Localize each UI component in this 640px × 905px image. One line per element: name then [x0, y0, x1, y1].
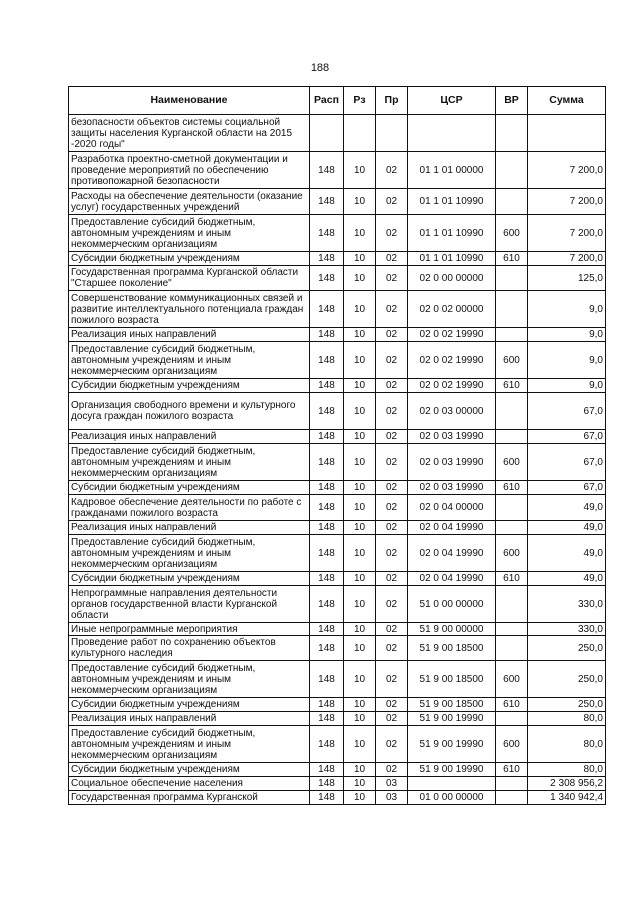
row-pr-cell: 02: [376, 521, 408, 535]
row-sum-cell: 9,0: [528, 379, 606, 393]
row-rasp-cell: 148: [310, 291, 344, 328]
row-csr-cell: 02 0 02 00000: [408, 291, 496, 328]
row-pr-cell: 02: [376, 152, 408, 189]
row-vr-cell: [496, 521, 528, 535]
row-name-cell: Реализация иных направлений: [69, 521, 310, 535]
row-pr-cell: 03: [376, 777, 408, 791]
column-header-sum: Сумма: [528, 87, 606, 115]
table-row: [69, 763, 606, 777]
row-rz-cell: 10: [344, 712, 376, 726]
row-rasp-cell: 148: [310, 636, 344, 661]
row-rz-cell: [344, 115, 376, 152]
row-vr-cell: 600: [496, 215, 528, 252]
row-name-cell: Реализация иных направлений: [69, 712, 310, 726]
row-rasp-cell: 148: [310, 393, 344, 430]
row-rasp-cell: 148: [310, 623, 344, 636]
row-sum-cell: 250,0: [528, 661, 606, 698]
row-name-cell: Совершенствование коммуникационных связей и развитие интеллектуального потенциала граждан пожилого возраста: [69, 291, 310, 328]
row-sum-cell: 125,0: [528, 266, 606, 291]
row-name-cell: Социальное обеспечение населения: [69, 777, 310, 791]
row-rz-cell: 10: [344, 291, 376, 328]
column-header-rz: Рз: [344, 87, 376, 115]
row-csr-cell: 02 0 02 19990: [408, 328, 496, 342]
row-rasp-cell: 148: [310, 215, 344, 252]
table-row: [69, 791, 606, 805]
table-row: [69, 266, 606, 291]
row-rz-cell: 10: [344, 623, 376, 636]
table-row: [69, 379, 606, 393]
row-vr-cell: [496, 495, 528, 521]
row-name-cell: Предоставление субсидий бюджетным, автономным учреждениям и иным некоммерческим организациям: [69, 444, 310, 481]
row-csr-cell: 51 9 00 19990: [408, 726, 496, 763]
table-row: [69, 777, 606, 791]
row-pr-cell: 02: [376, 379, 408, 393]
row-name-cell: Непрограммные направления деятельности органов государственной власти Курганской области: [69, 586, 310, 623]
row-sum-cell: 80,0: [528, 726, 606, 763]
row-pr-cell: 02: [376, 252, 408, 266]
column-header-vr: ВР: [496, 87, 528, 115]
table-row: [69, 342, 606, 379]
row-csr-cell: 02 0 03 19990: [408, 444, 496, 481]
row-csr-cell: 51 0 00 00000: [408, 586, 496, 623]
row-csr-cell: 51 9 00 18500: [408, 636, 496, 661]
row-csr-cell: 01 0 00 00000: [408, 791, 496, 805]
row-sum-cell: 67,0: [528, 444, 606, 481]
row-name-cell: Разработка проектно-сметной документации и проведение мероприятий по обеспечению противопожарной безопасности: [69, 152, 310, 189]
row-rasp-cell: 148: [310, 535, 344, 572]
row-vr-cell: 610: [496, 698, 528, 712]
row-sum-cell: 49,0: [528, 535, 606, 572]
row-pr-cell: 02: [376, 393, 408, 430]
row-rz-cell: 10: [344, 328, 376, 342]
row-pr-cell: 02: [376, 430, 408, 444]
table-row: [69, 495, 606, 521]
row-vr-cell: 600: [496, 535, 528, 572]
row-rasp-cell: 148: [310, 521, 344, 535]
table-row: [69, 572, 606, 586]
row-csr-cell: 02 0 04 19990: [408, 521, 496, 535]
row-rasp-cell: [310, 115, 344, 152]
table-row: [69, 444, 606, 481]
row-rz-cell: 10: [344, 152, 376, 189]
row-rz-cell: 10: [344, 189, 376, 215]
row-name-cell: Предоставление субсидий бюджетным, автономным учреждениям и иным некоммерческим организациям: [69, 342, 310, 379]
row-rasp-cell: 148: [310, 712, 344, 726]
row-pr-cell: 02: [376, 495, 408, 521]
table-row: [69, 481, 606, 495]
row-rz-cell: 10: [344, 661, 376, 698]
row-csr-cell: 01 1 01 10990: [408, 215, 496, 252]
row-csr-cell: 02 0 02 19990: [408, 342, 496, 379]
row-rz-cell: 10: [344, 521, 376, 535]
table-row: [69, 636, 606, 661]
budget-table: [68, 86, 606, 805]
row-csr-cell: [408, 115, 496, 152]
row-sum-cell: 80,0: [528, 712, 606, 726]
row-rz-cell: 10: [344, 379, 376, 393]
row-name-cell: Государственная программа Курганской области "Старшее поколение": [69, 266, 310, 291]
row-name-cell: Проведение работ по сохранению объектов культурного наследия: [69, 636, 310, 661]
row-vr-cell: [496, 266, 528, 291]
row-pr-cell: [376, 115, 408, 152]
row-vr-cell: [496, 328, 528, 342]
row-sum-cell: 330,0: [528, 623, 606, 636]
row-rasp-cell: 148: [310, 495, 344, 521]
row-pr-cell: 02: [376, 726, 408, 763]
table-row: [69, 712, 606, 726]
row-vr-cell: [496, 586, 528, 623]
row-pr-cell: 03: [376, 791, 408, 805]
row-sum-cell: 7 200,0: [528, 215, 606, 252]
table-row: [69, 430, 606, 444]
row-rz-cell: 10: [344, 777, 376, 791]
row-rz-cell: 10: [344, 495, 376, 521]
table-header-row: [69, 87, 606, 115]
row-rz-cell: 10: [344, 342, 376, 379]
row-rz-cell: 10: [344, 535, 376, 572]
row-rz-cell: 10: [344, 393, 376, 430]
row-csr-cell: 02 0 03 19990: [408, 430, 496, 444]
row-csr-cell: 51 9 00 00000: [408, 623, 496, 636]
row-name-cell: Государственная программа Курганской: [69, 791, 310, 805]
row-name-cell: Субсидии бюджетным учреждениям: [69, 572, 310, 586]
row-vr-cell: [496, 791, 528, 805]
row-vr-cell: 600: [496, 726, 528, 763]
row-rz-cell: 10: [344, 430, 376, 444]
row-vr-cell: [496, 393, 528, 430]
row-csr-cell: 02 0 03 00000: [408, 393, 496, 430]
table-row: [69, 586, 606, 623]
row-rz-cell: 10: [344, 481, 376, 495]
row-name-cell: безопасности объектов системы социальной защиты населения Курганской области на 2015 -2020 годы": [69, 115, 310, 152]
row-vr-cell: [496, 291, 528, 328]
row-pr-cell: 02: [376, 189, 408, 215]
row-sum-cell: 49,0: [528, 572, 606, 586]
table-row: [69, 291, 606, 328]
row-rasp-cell: 148: [310, 763, 344, 777]
row-vr-cell: [496, 712, 528, 726]
row-sum-cell: 7 200,0: [528, 189, 606, 215]
row-csr-cell: 02 0 00 00000: [408, 266, 496, 291]
page-number: 188: [310, 62, 330, 74]
row-vr-cell: 600: [496, 661, 528, 698]
row-rasp-cell: 148: [310, 152, 344, 189]
row-sum-cell: 250,0: [528, 636, 606, 661]
row-pr-cell: 02: [376, 661, 408, 698]
row-rasp-cell: 148: [310, 661, 344, 698]
row-pr-cell: 02: [376, 266, 408, 291]
row-pr-cell: 02: [376, 712, 408, 726]
table-row: [69, 189, 606, 215]
table-row: [69, 661, 606, 698]
row-vr-cell: [496, 623, 528, 636]
row-rasp-cell: 148: [310, 444, 344, 481]
row-sum-cell: 9,0: [528, 328, 606, 342]
row-rz-cell: 10: [344, 252, 376, 266]
row-vr-cell: [496, 115, 528, 152]
row-rz-cell: 10: [344, 636, 376, 661]
row-csr-cell: 02 0 04 00000: [408, 495, 496, 521]
row-vr-cell: 610: [496, 763, 528, 777]
row-rasp-cell: 148: [310, 726, 344, 763]
row-sum-cell: 80,0: [528, 763, 606, 777]
table-row: [69, 726, 606, 763]
row-vr-cell: 610: [496, 481, 528, 495]
row-rasp-cell: 148: [310, 481, 344, 495]
table-row: [69, 152, 606, 189]
row-name-cell: Предоставление субсидий бюджетным, автономным учреждениям и иным некоммерческим организациям: [69, 215, 310, 252]
row-vr-cell: 610: [496, 572, 528, 586]
row-csr-cell: 02 0 02 19990: [408, 379, 496, 393]
row-sum-cell: 9,0: [528, 342, 606, 379]
row-rz-cell: 10: [344, 586, 376, 623]
column-header-rasp: Расп: [310, 87, 344, 115]
row-vr-cell: [496, 189, 528, 215]
table-row: [69, 115, 606, 152]
row-name-cell: Реализация иных направлений: [69, 328, 310, 342]
row-sum-cell: 49,0: [528, 495, 606, 521]
row-vr-cell: 600: [496, 444, 528, 481]
row-csr-cell: 51 9 00 19990: [408, 712, 496, 726]
table-row: [69, 698, 606, 712]
row-sum-cell: 67,0: [528, 393, 606, 430]
row-rasp-cell: 148: [310, 572, 344, 586]
row-pr-cell: 02: [376, 342, 408, 379]
column-header-pr: Пр: [376, 87, 408, 115]
table-row: [69, 215, 606, 252]
table-row: [69, 328, 606, 342]
row-name-cell: Иные непрограммные мероприятия: [69, 623, 310, 636]
column-header-name: Наименование: [69, 87, 310, 115]
row-name-cell: Субсидии бюджетным учреждениям: [69, 379, 310, 393]
row-rasp-cell: 148: [310, 379, 344, 393]
row-rasp-cell: 148: [310, 342, 344, 379]
row-rasp-cell: 148: [310, 430, 344, 444]
row-rz-cell: 10: [344, 763, 376, 777]
row-csr-cell: 01 1 01 10990: [408, 189, 496, 215]
row-pr-cell: 02: [376, 572, 408, 586]
row-pr-cell: 02: [376, 763, 408, 777]
row-rz-cell: 10: [344, 726, 376, 763]
row-sum-cell: 7 200,0: [528, 152, 606, 189]
row-sum-cell: 67,0: [528, 430, 606, 444]
row-name-cell: Предоставление субсидий бюджетным, автономным учреждениям и иным некоммерческим организациям: [69, 535, 310, 572]
row-csr-cell: 51 9 00 19990: [408, 763, 496, 777]
row-vr-cell: 600: [496, 342, 528, 379]
row-rz-cell: 10: [344, 266, 376, 291]
row-csr-cell: 02 0 04 19990: [408, 572, 496, 586]
row-rasp-cell: 148: [310, 791, 344, 805]
table-row: [69, 252, 606, 266]
row-rz-cell: 10: [344, 215, 376, 252]
row-csr-cell: [408, 777, 496, 791]
column-header-csr: ЦСР: [408, 87, 496, 115]
row-vr-cell: [496, 636, 528, 661]
row-vr-cell: [496, 777, 528, 791]
row-name-cell: Организация свободного времени и культурного досуга граждан пожилого возраста: [69, 393, 310, 430]
row-csr-cell: 01 1 01 10990: [408, 252, 496, 266]
row-name-cell: Предоставление субсидий бюджетным, автономным учреждениям и иным некоммерческим организациям: [69, 726, 310, 763]
row-rasp-cell: 148: [310, 777, 344, 791]
row-sum-cell: 250,0: [528, 698, 606, 712]
row-csr-cell: 02 0 03 19990: [408, 481, 496, 495]
row-sum-cell: [528, 115, 606, 152]
table-row: [69, 393, 606, 430]
row-rasp-cell: 148: [310, 189, 344, 215]
row-csr-cell: 02 0 04 19990: [408, 535, 496, 572]
row-sum-cell: 49,0: [528, 521, 606, 535]
row-rz-cell: 10: [344, 698, 376, 712]
row-name-cell: Предоставление субсидий бюджетным, автономным учреждениям и иным некоммерческим организациям: [69, 661, 310, 698]
row-name-cell: Субсидии бюджетным учреждениям: [69, 698, 310, 712]
row-sum-cell: 67,0: [528, 481, 606, 495]
row-vr-cell: 610: [496, 252, 528, 266]
table-row: [69, 535, 606, 572]
row-pr-cell: 02: [376, 215, 408, 252]
row-rz-cell: 10: [344, 444, 376, 481]
row-csr-cell: 51 9 00 18500: [408, 698, 496, 712]
row-rz-cell: 10: [344, 791, 376, 805]
row-pr-cell: 02: [376, 328, 408, 342]
row-vr-cell: [496, 430, 528, 444]
row-rasp-cell: 148: [310, 586, 344, 623]
row-pr-cell: 02: [376, 481, 408, 495]
row-sum-cell: 7 200,0: [528, 252, 606, 266]
row-pr-cell: 02: [376, 444, 408, 481]
row-csr-cell: 01 1 01 00000: [408, 152, 496, 189]
row-pr-cell: 02: [376, 535, 408, 572]
row-name-cell: Субсидии бюджетным учреждениям: [69, 763, 310, 777]
row-rasp-cell: 148: [310, 698, 344, 712]
row-sum-cell: 1 340 942,4: [528, 791, 606, 805]
row-pr-cell: 02: [376, 291, 408, 328]
row-vr-cell: [496, 152, 528, 189]
row-rz-cell: 10: [344, 572, 376, 586]
row-name-cell: Субсидии бюджетным учреждениям: [69, 481, 310, 495]
row-sum-cell: 9,0: [528, 291, 606, 328]
row-name-cell: Расходы на обеспечение деятельности (оказание услуг) государственных учреждений: [69, 189, 310, 215]
row-name-cell: Реализация иных направлений: [69, 430, 310, 444]
row-name-cell: Кадровое обеспечение деятельности по работе с гражданами пожилого возраста: [69, 495, 310, 521]
row-rasp-cell: 148: [310, 252, 344, 266]
row-rasp-cell: 148: [310, 328, 344, 342]
row-pr-cell: 02: [376, 623, 408, 636]
row-sum-cell: 330,0: [528, 586, 606, 623]
table-row: [69, 521, 606, 535]
row-pr-cell: 02: [376, 636, 408, 661]
row-sum-cell: 2 308 956,2: [528, 777, 606, 791]
row-name-cell: Субсидии бюджетным учреждениям: [69, 252, 310, 266]
row-csr-cell: 51 9 00 18500: [408, 661, 496, 698]
row-pr-cell: 02: [376, 586, 408, 623]
row-pr-cell: 02: [376, 698, 408, 712]
row-vr-cell: 610: [496, 379, 528, 393]
row-rasp-cell: 148: [310, 266, 344, 291]
table-row: [69, 623, 606, 636]
